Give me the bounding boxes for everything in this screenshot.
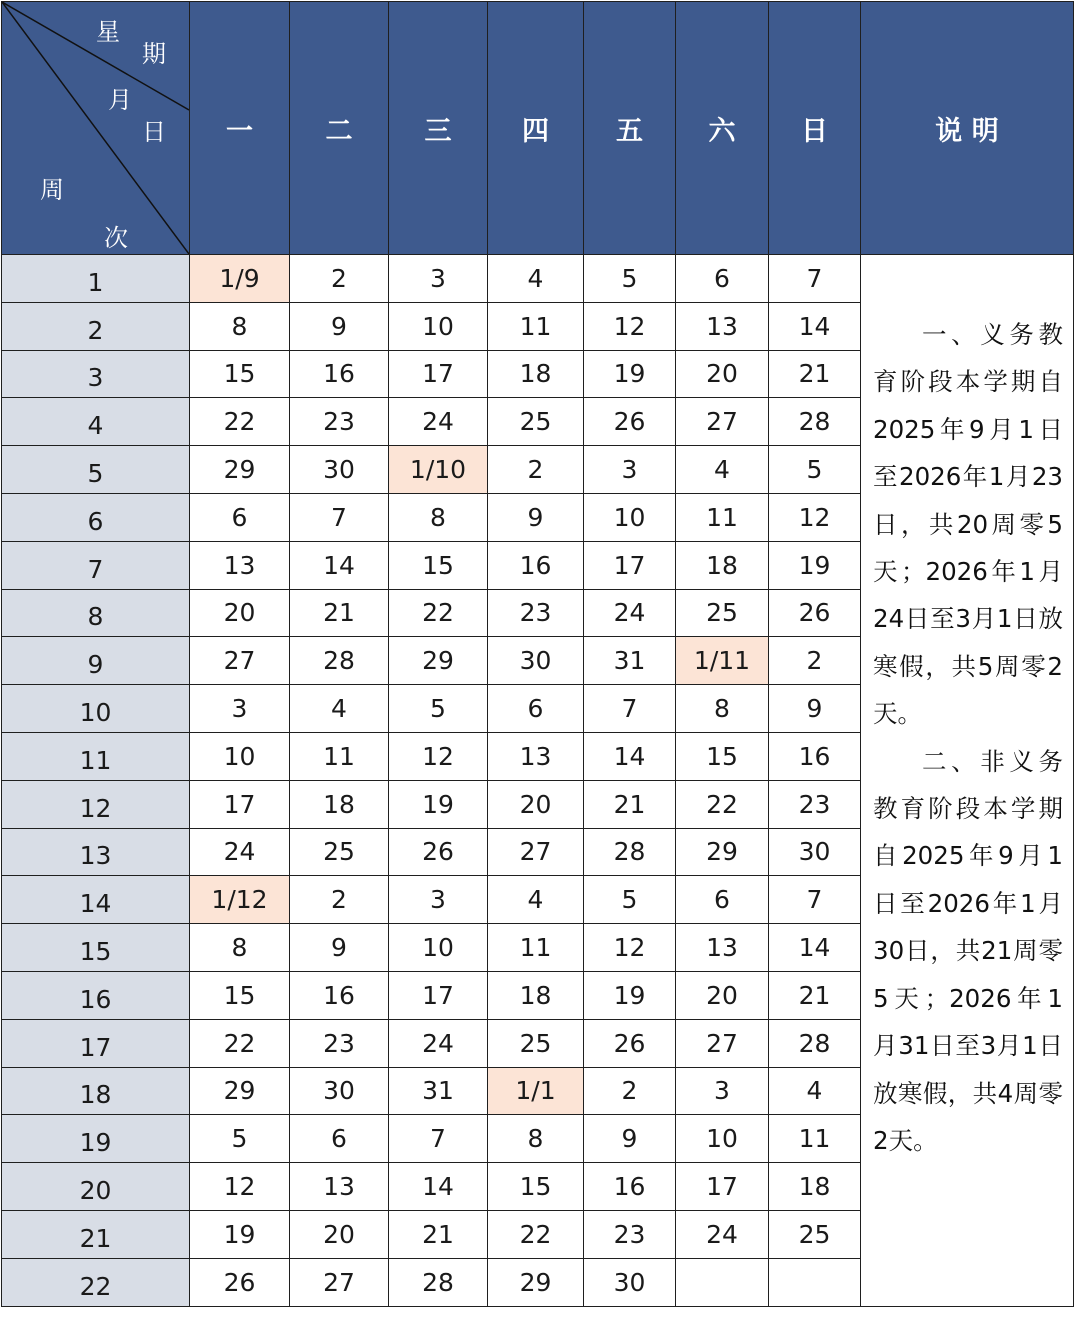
date-cell: 26 (190, 1258, 290, 1306)
date-cell: 22 (488, 1210, 584, 1258)
date-cell: 27 (290, 1258, 389, 1306)
date-cell: 14 (389, 1163, 488, 1211)
week-number-cell: 4 (2, 398, 190, 446)
date-cell: 5 (584, 876, 676, 924)
date-cell: 15 (676, 732, 769, 780)
date-cell: 26 (769, 589, 861, 637)
date-cell: 13 (676, 924, 769, 972)
date-cell: 10 (190, 732, 290, 780)
date-cell: 20 (676, 971, 769, 1019)
date-cell: 9 (290, 924, 389, 972)
date-cell: 15 (190, 350, 290, 398)
date-cell: 26 (584, 1019, 676, 1067)
date-cell: 4 (676, 446, 769, 494)
week-number-cell: 17 (2, 1019, 190, 1067)
date-cell: 30 (584, 1258, 676, 1306)
corner-label-weekday-2: 期 (142, 40, 166, 68)
week-number-cell: 6 (2, 493, 190, 541)
date-cell: 27 (488, 828, 584, 876)
date-cell: 11 (769, 1115, 861, 1163)
date-cell: 7 (389, 1115, 488, 1163)
date-cell: 7 (769, 255, 861, 303)
date-cell: 28 (769, 1019, 861, 1067)
date-cell: 1/11 (676, 637, 769, 685)
date-cell: 22 (190, 1019, 290, 1067)
school-calendar-table (1, 1, 1074, 1307)
date-cell: 28 (389, 1258, 488, 1306)
date-cell: 31 (389, 1067, 488, 1115)
date-cell: 19 (389, 780, 488, 828)
date-cell: 9 (584, 1115, 676, 1163)
header-notes: 说 明 (861, 2, 1074, 255)
date-cell: 24 (190, 828, 290, 876)
date-cell: 27 (190, 637, 290, 685)
date-cell: 8 (676, 685, 769, 733)
week-number-cell: 20 (2, 1163, 190, 1211)
date-cell: 11 (676, 493, 769, 541)
week-number-cell: 19 (2, 1115, 190, 1163)
date-cell: 23 (290, 398, 389, 446)
week-number-cell: 8 (2, 589, 190, 637)
date-cell: 25 (488, 1019, 584, 1067)
date-cell: 9 (488, 493, 584, 541)
date-cell: 25 (488, 398, 584, 446)
date-cell: 2 (488, 446, 584, 494)
date-cell: 30 (769, 828, 861, 876)
date-cell: 6 (676, 255, 769, 303)
week-number-cell: 5 (2, 446, 190, 494)
header-day-thu: 四 (488, 2, 584, 255)
date-cell: 30 (290, 446, 389, 494)
date-cell: 15 (190, 971, 290, 1019)
date-cell: 12 (389, 732, 488, 780)
date-cell: 15 (389, 541, 488, 589)
date-cell: 21 (584, 780, 676, 828)
date-cell: 12 (584, 302, 676, 350)
date-cell (769, 1258, 861, 1306)
date-cell: 14 (290, 541, 389, 589)
corner-label-weekday-1: 星 (96, 18, 120, 46)
date-cell: 13 (488, 732, 584, 780)
date-cell: 19 (584, 971, 676, 1019)
week-number-cell: 7 (2, 541, 190, 589)
date-cell: 10 (389, 924, 488, 972)
date-cell: 6 (488, 685, 584, 733)
date-cell: 18 (676, 541, 769, 589)
date-cell: 23 (290, 1019, 389, 1067)
date-cell: 8 (488, 1115, 584, 1163)
date-cell: 25 (290, 828, 389, 876)
date-cell: 20 (488, 780, 584, 828)
date-cell: 7 (584, 685, 676, 733)
calendar-row (2, 255, 1074, 303)
date-cell: 21 (290, 589, 389, 637)
week-number-cell: 11 (2, 732, 190, 780)
date-cell: 4 (290, 685, 389, 733)
week-number-cell: 3 (2, 350, 190, 398)
date-cell: 24 (584, 589, 676, 637)
date-cell: 16 (769, 732, 861, 780)
date-cell: 23 (769, 780, 861, 828)
date-cell: 29 (676, 828, 769, 876)
date-cell: 24 (389, 398, 488, 446)
date-cell: 25 (769, 1210, 861, 1258)
header-day-sun: 日 (769, 2, 861, 255)
date-cell: 2 (584, 1067, 676, 1115)
date-cell: 18 (488, 971, 584, 1019)
date-cell: 14 (769, 302, 861, 350)
notes-cell (861, 255, 1074, 1307)
date-cell: 12 (584, 924, 676, 972)
week-number-cell: 18 (2, 1067, 190, 1115)
week-number-cell: 2 (2, 302, 190, 350)
date-cell: 10 (584, 493, 676, 541)
date-cell: 22 (676, 780, 769, 828)
date-cell: 17 (584, 541, 676, 589)
week-number-cell: 10 (2, 685, 190, 733)
date-cell: 17 (389, 350, 488, 398)
header-day-tue: 二 (290, 2, 389, 255)
date-cell: 25 (676, 589, 769, 637)
date-cell: 24 (676, 1210, 769, 1258)
date-cell: 28 (769, 398, 861, 446)
date-cell: 26 (584, 398, 676, 446)
date-cell: 22 (190, 398, 290, 446)
date-cell: 5 (769, 446, 861, 494)
date-cell: 4 (769, 1067, 861, 1115)
date-cell: 30 (488, 637, 584, 685)
date-cell: 18 (769, 1163, 861, 1211)
date-cell: 17 (389, 971, 488, 1019)
date-cell: 8 (190, 302, 290, 350)
corner-label-week-1: 周 (40, 176, 64, 204)
date-cell: 7 (290, 493, 389, 541)
date-cell: 3 (389, 255, 488, 303)
date-cell: 23 (584, 1210, 676, 1258)
date-cell: 18 (488, 350, 584, 398)
week-number-cell: 21 (2, 1210, 190, 1258)
corner-label-week-2: 次 (104, 224, 128, 252)
date-cell: 12 (190, 1163, 290, 1211)
week-number-cell: 15 (2, 924, 190, 972)
date-cell: 29 (389, 637, 488, 685)
week-number-cell: 22 (2, 1258, 190, 1306)
date-cell: 27 (676, 1019, 769, 1067)
week-number-cell: 16 (2, 971, 190, 1019)
corner-header (2, 2, 190, 255)
date-cell: 10 (389, 302, 488, 350)
date-cell: 17 (676, 1163, 769, 1211)
date-cell: 13 (676, 302, 769, 350)
date-cell: 20 (190, 589, 290, 637)
header-row (2, 2, 1074, 255)
date-cell: 7 (769, 876, 861, 924)
date-cell: 26 (389, 828, 488, 876)
date-cell: 3 (389, 876, 488, 924)
date-cell: 8 (389, 493, 488, 541)
notes-paragraph-1: 一、义务教育阶段本学期自2025年9月1日至2026年1月23日，共20周零5天；2026年1月24日至3月1日放寒假，共5周零2天。 (873, 320, 1063, 729)
date-cell: 16 (584, 1163, 676, 1211)
week-number-cell: 14 (2, 876, 190, 924)
date-cell: 22 (389, 589, 488, 637)
date-cell: 9 (290, 302, 389, 350)
date-cell: 19 (584, 350, 676, 398)
date-cell: 1/10 (389, 446, 488, 494)
date-cell: 8 (190, 924, 290, 972)
notes-paragraph-2: 二、非义务教育阶段本学期自2025年9月1日至2026年1月30日，共21周零5天；2026年1月31日至3月1日放寒假，共4周零2天。 (873, 746, 1063, 1155)
date-cell: 1/9 (190, 255, 290, 303)
date-cell: 29 (190, 446, 290, 494)
date-cell: 2 (290, 876, 389, 924)
calendar-body (2, 255, 1074, 1307)
date-cell: 21 (769, 971, 861, 1019)
date-cell: 5 (389, 685, 488, 733)
date-cell: 2 (769, 637, 861, 685)
date-cell: 29 (190, 1067, 290, 1115)
date-cell: 2 (290, 255, 389, 303)
date-cell: 19 (769, 541, 861, 589)
header-day-wed: 三 (389, 2, 488, 255)
date-cell: 10 (676, 1115, 769, 1163)
week-number-cell: 13 (2, 828, 190, 876)
date-cell: 5 (584, 255, 676, 303)
date-cell: 11 (488, 302, 584, 350)
date-cell: 1/1 (488, 1067, 584, 1115)
date-cell: 23 (488, 589, 584, 637)
week-number-cell: 1 (2, 255, 190, 303)
date-cell (676, 1258, 769, 1306)
date-cell: 28 (290, 637, 389, 685)
date-cell: 31 (584, 637, 676, 685)
date-cell: 13 (190, 541, 290, 589)
date-cell: 27 (676, 398, 769, 446)
date-cell: 3 (190, 685, 290, 733)
date-cell: 11 (290, 732, 389, 780)
date-cell: 4 (488, 255, 584, 303)
date-cell: 5 (190, 1115, 290, 1163)
date-cell: 3 (676, 1067, 769, 1115)
date-cell: 21 (389, 1210, 488, 1258)
date-cell: 17 (190, 780, 290, 828)
date-cell: 21 (769, 350, 861, 398)
date-cell: 20 (290, 1210, 389, 1258)
date-cell: 18 (290, 780, 389, 828)
date-cell: 14 (584, 732, 676, 780)
date-cell: 16 (488, 541, 584, 589)
date-cell: 3 (584, 446, 676, 494)
date-cell: 11 (488, 924, 584, 972)
date-cell: 16 (290, 350, 389, 398)
date-cell: 6 (676, 876, 769, 924)
date-cell: 30 (290, 1067, 389, 1115)
week-number-cell: 9 (2, 637, 190, 685)
date-cell: 6 (290, 1115, 389, 1163)
date-cell: 12 (769, 493, 861, 541)
date-cell: 6 (190, 493, 290, 541)
date-cell: 20 (676, 350, 769, 398)
date-cell: 29 (488, 1258, 584, 1306)
header-day-fri: 五 (584, 2, 676, 255)
date-cell: 1/12 (190, 876, 290, 924)
date-cell: 24 (389, 1019, 488, 1067)
date-cell: 16 (290, 971, 389, 1019)
corner-label-day: 日 (142, 118, 166, 146)
date-cell: 4 (488, 876, 584, 924)
date-cell: 15 (488, 1163, 584, 1211)
corner-label-month: 月 (108, 86, 132, 114)
date-cell: 13 (290, 1163, 389, 1211)
date-cell: 19 (190, 1210, 290, 1258)
header-day-sat: 六 (676, 2, 769, 255)
week-number-cell: 12 (2, 780, 190, 828)
date-cell: 28 (584, 828, 676, 876)
date-cell: 9 (769, 685, 861, 733)
date-cell: 14 (769, 924, 861, 972)
header-day-mon: 一 (190, 2, 290, 255)
